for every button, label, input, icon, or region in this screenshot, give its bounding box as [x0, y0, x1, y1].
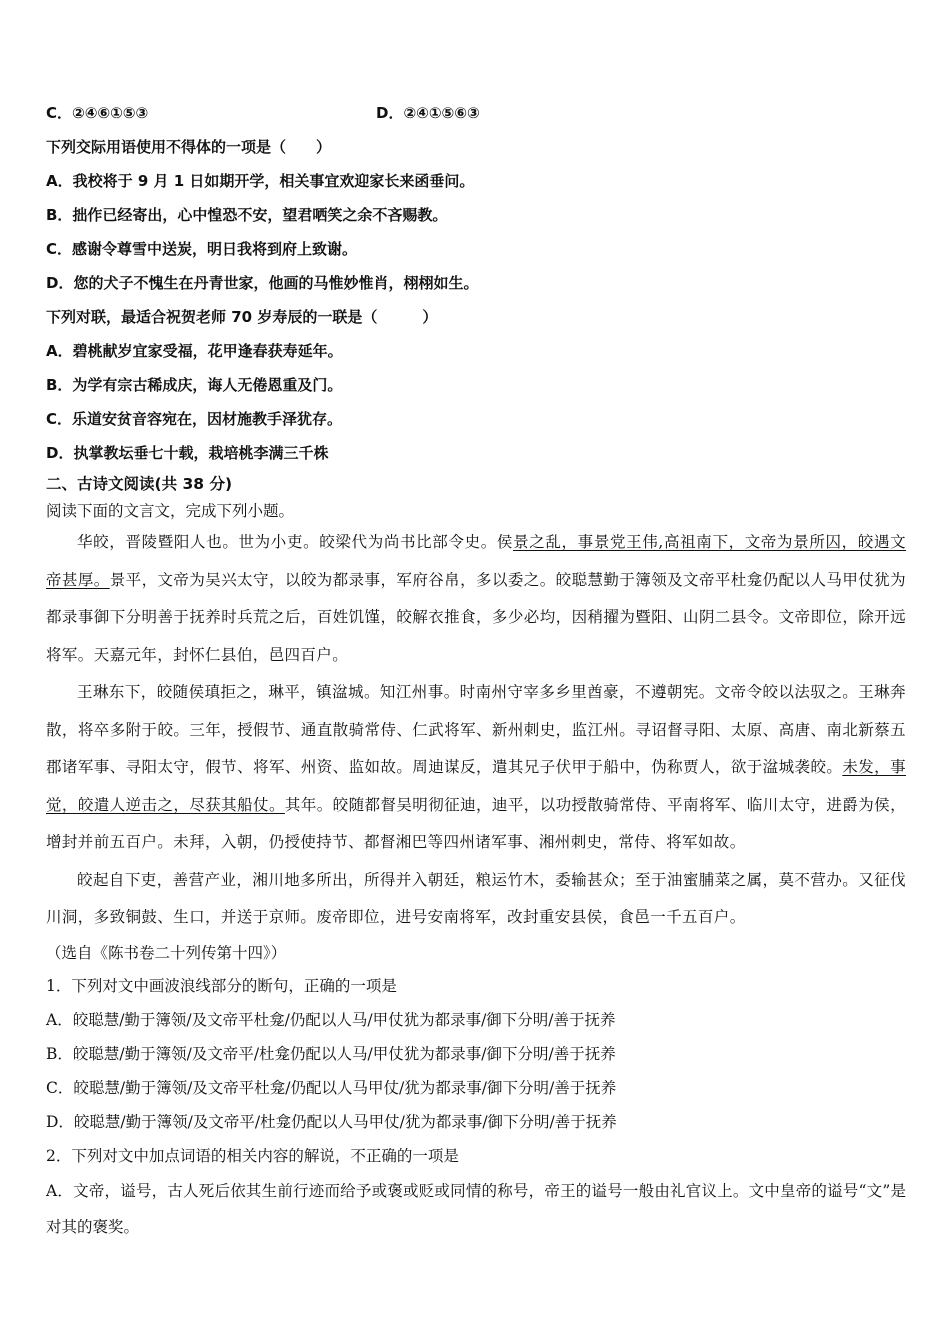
- document-page: [46, 96, 906, 1245]
- underlined-sentence: 未发，事觉，皎遣人逆击之，尽获其船仗。: [46, 758, 906, 814]
- option-a: A．文帝，谥号，古人死后依其生前行迹而给予或褒或贬或同情的称号，帝王的谥号一般由礼官议上。文中皇帝的谥号“文”是对其的褒奖。: [46, 1181, 906, 1236]
- question-stem: 1．下列对文中画波浪线部分的断句，正确的一项是: [46, 976, 397, 995]
- passage-paragraph-3: 皎起自下吏，善营产业，湘川地多所出，所得并入朝廷，粮运竹木，委输甚众；至于油蜜脯菜之属，莫不营办。又征伐川洞，多致铜鼓、生口，并送于京师。废帝即位，进号安南将军，改封重安县侯，食邑一千五百户。: [46, 870, 906, 926]
- question-1: [46, 969, 906, 1139]
- option-c: C．皎聪慧/勤于簿领/及文帝平杜龛/仍配以人马甲仗/犹为都录事/御下分明/善于抚养: [46, 1078, 617, 1097]
- passage-paragraph-1: [46, 524, 906, 674]
- previous-question-choices: [46, 96, 906, 130]
- underlined-sentence: 景之乱，事景党王伟,高祖南下，文帝为景所囚，皎遇文帝甚厚。: [46, 533, 906, 589]
- passage-text: 其年。皎随都督吴明彻征迪，迪平，以功授散骑常侍、平南将军、临川太守，进爵为侯，增封并前五百户。未拜，入朝，仍授使持节、都督湘巴等四州诸军事、湘州刺史，常侍、将军如故。: [46, 795, 906, 851]
- option-c: C．感谢令尊雪中送炭，明日我将到府上致谢。: [46, 240, 358, 258]
- passage-text: 王琳东下，皎随侯瑱拒之，琳平，镇湓城。知江州事。时南州守宰多乡里酋豪，不遵朝宪。文帝令皎以法驭之。王琳奔散，将卒多附于皎。三年，授假节、通直散骑常侍、仁武将军、新州刺史，监江州。寻诏督寻阳、太原、高唐、南北新蔡五郡诸军事、寻阳太守，假节、将军、州资、监如故。周迪谋反，遣其兄子伏甲于船中，伪称贾人，欲于湓城袭皎。: [46, 683, 906, 776]
- choice-c: C．②④⑥①⑤③: [46, 104, 149, 122]
- passage-text: 华皎，晋陵暨阳人也。世为小吏。皎梁代为尚书比部令史。侯: [77, 533, 514, 551]
- option-b: B．为学有宗古稀成庆，诲人无倦恩重及门。: [46, 376, 343, 394]
- choice-d: D．②④①⑤⑥③: [376, 104, 480, 122]
- question-couplet: [46, 300, 906, 470]
- option-a: A．碧桃献岁宜家受福，花甲逢春获寿延年。: [46, 342, 343, 360]
- option-a: A．皎聪慧/勤于簿领/及文帝平杜龛/仍配以人马/甲仗犹为都录事/御下分明/善于抚养: [46, 1010, 616, 1029]
- passage-text: 景平，文帝为吴兴太守，以皎为都录事，军府谷帛，多以委之。皎聪慧勤于簿领及文帝平杜龛仍配以人马甲仗犹为都录事御下分明善于抚养时兵荒之后，百姓饥馑，皎解衣推食，多少必均，因稍擢为暨阳、山阴二县令。文帝即位，除开远将军。天嘉元年，封怀仁县伯，邑四百户。: [46, 570, 906, 664]
- passage-source: （选自《陈书卷二十列传第十四》）: [46, 943, 287, 962]
- option-b: B．拙作已经寄出，心中惶恐不安，望君哂笑之余不吝赐教。: [46, 206, 448, 224]
- option-c: C．乐道安贫音容宛在，因材施教手泽犹存。: [46, 410, 343, 428]
- question-stem: 2．下列对文中加点词语的相关内容的解说，不正确的一项是: [46, 1146, 459, 1165]
- question-2: [46, 1139, 906, 1245]
- option-a: A．我校将于 9 月 1 日如期开学，相关事宜欢迎家长来函垂问。: [46, 172, 475, 190]
- question-stem: 下列对联，最适合祝贺老师 70 岁寿辰的一联是（ ）: [46, 308, 438, 326]
- question-stem: 下列交际用语使用不得体的一项是（ ）: [46, 138, 332, 156]
- passage-paragraph-2: [46, 674, 906, 862]
- question-etiquette: [46, 130, 906, 300]
- option-d: D．皎聪慧/勤于簿领/及文帝平/杜龛仍配以人马甲仗/犹为都录事/御下分明/善于抚养: [46, 1112, 617, 1131]
- section-intro: 阅读下面的文言文，完成下列小题。: [46, 502, 295, 520]
- option-d: D．您的犬子不愧生在丹青世家，他画的马惟妙惟肖，栩栩如生。: [46, 274, 479, 292]
- section-title: 二、古诗文阅读(共 38 分): [46, 475, 233, 493]
- option-d: D．执掌教坛垂七十载，栽培桃李满三千株: [46, 444, 329, 462]
- option-b: B．皎聪慧/勤于簿领/及文帝平/杜龛仍配以人马/甲仗犹为都录事/御下分明/善于抚养: [46, 1044, 616, 1063]
